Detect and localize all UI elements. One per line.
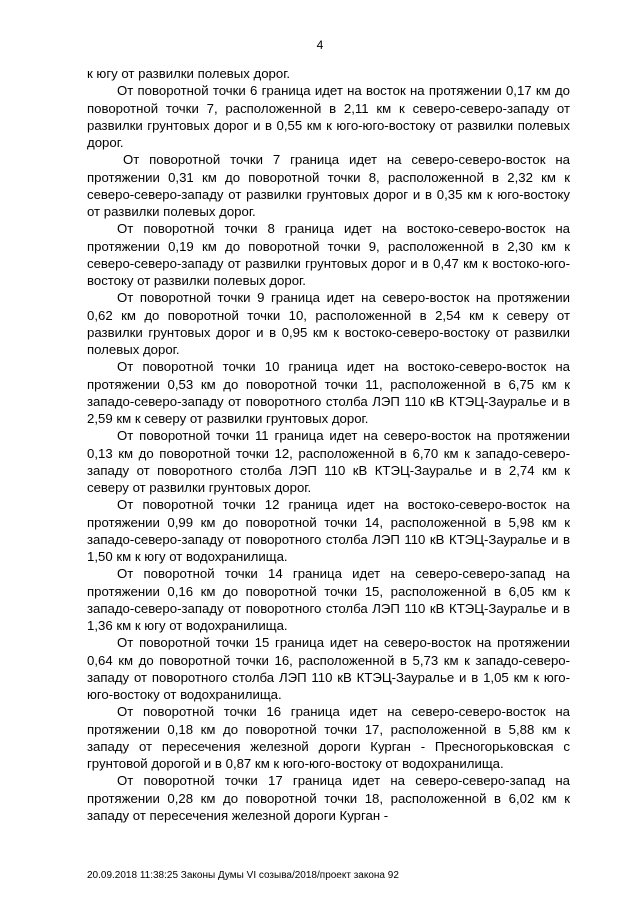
paragraph-continuation: к югу от развилки полевых дорог. (87, 66, 291, 81)
paragraph: От поворотной точки 17 граница идет на северо-северо-запад на протяжении 0,28 км до поворотной точки 18, расположенной в 6,02 км к западу от пересечения железной дороги Курган - (87, 773, 570, 823)
paragraph: От поворотной точки 7 граница идет на северо-северо-восток на протяжении 0,31 км до поворотной точки 8, расположенной в 2,32 км к северо-северо-западу от развилки грунтовых дорог и в 0,35 км к юго-востоку от развилки полевых дорог. (87, 152, 570, 219)
paragraph: От поворотной точки 10 граница идет на востоко-северо-восток на протяжении 0,53 км до поворотной точки 11, расположенной в 6,75 км к западо-северо-западу от поворотного столба ЛЭП 110 кВ КТЭЦ-Зауралье и в 2,59 км к северу от развилки грунтовых дорог. (87, 359, 570, 426)
paragraph: От поворотной точки 15 граница идет на северо-восток на протяжении 0,64 км до поворотной точки 16, расположенной в 5,73 км к западо-северо-западу от поворотного столба ЛЭП 110 кВ КТЭЦ-Зауралье и в 1,05 км к юго-юго-востоку от водохранилища. (87, 635, 570, 702)
paragraph: От поворотной точки 8 граница идет на востоко-северо-восток на протяжении 0,19 км до поворотной точки 9, расположенной в 2,30 км к северо-северо-западу от развилки грунтовых дорог и в 0,47 км к востоко-юго-востоку от развилки полевых дорог. (87, 221, 570, 288)
body-text (87, 65, 570, 824)
footer-file-path: 20.09.2018 11:38:25 Законы Думы VI созыва/2018/проект закона 92 (87, 870, 399, 881)
paragraph: От поворотной точки 16 граница идет на северо-северо-восток на протяжении 0,18 км до поворотной точки 17, расположенной в 5,88 км к западу от пересечения железной дороги Курган - Пресногорьковская с грунтовой дорогой и в 0,87 км к юго-юго-востоку от водохранилища. (87, 704, 570, 771)
paragraph: От поворотной точки 6 граница идет на восток на протяжении 0,17 км до поворотной точки 7, расположенной в 2,11 км к северо-северо-западу от развилки грунтовых дорог и в 0,55 км к юго-юго-востоку от развилки полевых дорог. (87, 83, 570, 150)
paragraph: От поворотной точки 9 граница идет на северо-восток на протяжении 0,62 км до поворотной точки 10, расположенной в 2,54 км к северу от развилки грунтовых дорог и в 0,95 км к востоко-северо-востоку от развилки полевых дорог. (87, 290, 570, 357)
page-number: 4 (316, 38, 324, 52)
paragraph: От поворотной точки 11 граница идет на северо-восток на протяжении 0,13 км до поворотной точки 12, расположенной в 6,70 км к западо-северо-западу от поворотного столба ЛЭП 110 кВ КТЭЦ-Зауралье и в 2,74 км к северу от развилки грунтовых дорог. (87, 428, 570, 495)
paragraph: От поворотной точки 12 граница идет на востоко-северо-восток на протяжении 0,99 км до поворотной точки 14, расположенной в 5,98 км к западо-северо-западу от поворотного столба ЛЭП 110 кВ КТЭЦ-Зауралье и в 1,50 км к югу от водохранилища. (87, 497, 570, 564)
paragraph: От поворотной точки 14 граница идет на северо-северо-запад на протяжении 0,16 км до поворотной точки 15, расположенной в 6,05 км к западо-северо-западу от поворотного столба ЛЭП 110 кВ КТЭЦ-Зауралье и в 1,36 км к югу от водохранилища. (87, 566, 570, 633)
